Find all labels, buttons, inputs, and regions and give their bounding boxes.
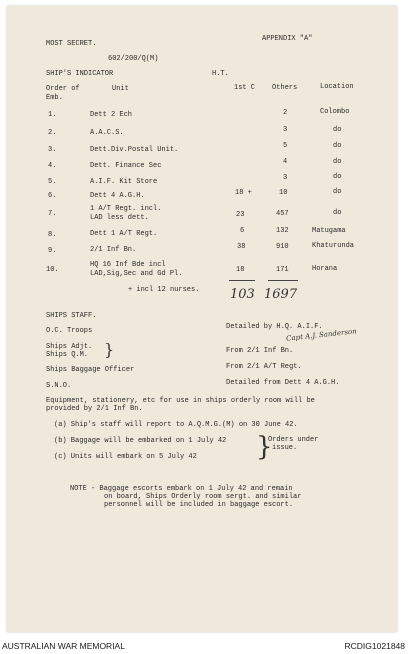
row-others: 910: [276, 243, 289, 251]
row-others: 2: [283, 109, 288, 117]
col-first-class: 1st C: [234, 84, 256, 92]
sno-label: S.N.O.: [46, 382, 72, 390]
row-number: 6.: [48, 192, 57, 200]
ht-label: H.T.: [212, 70, 229, 78]
sno-value: Detailed from Dett 4 A.G.H.: [226, 379, 340, 387]
row-number: 8.: [48, 231, 57, 239]
item-c: (c) Units will embark on 5 July 42: [54, 453, 197, 461]
note-line-3: personnel will be included in baggage escort.: [104, 501, 294, 509]
baggage-officer-label: Ships Baggage Officer: [46, 366, 135, 374]
row-first-class: 23: [236, 211, 245, 219]
row-others: 3: [283, 174, 288, 182]
reference-number: 602/200/Q(M): [108, 55, 159, 63]
row-number: 9.: [48, 247, 57, 255]
note-line-1: NOTE - Baggage escorts embark on 1 July 42 and remain: [70, 485, 293, 493]
row-unit: 1 A/T Regt. incl.: [90, 205, 162, 213]
row-location: do: [333, 126, 342, 134]
ships-adjt-value: From 2/1 Inf Bn.: [226, 347, 294, 355]
row-first-class: 18: [236, 266, 245, 274]
row-unit: HQ 16 Inf Bde incl: [90, 261, 166, 269]
orders-under-issue-2: issue.: [272, 444, 298, 452]
oc-troops-value: Detailed by H.Q. A.I.F.: [226, 323, 323, 331]
row-others: 4: [283, 158, 288, 166]
row-location: do: [333, 173, 342, 181]
row-number: 2.: [48, 129, 57, 137]
indicator-title: SHIP'S INDICATOR: [46, 70, 114, 78]
handwritten-total-others: 1697: [264, 287, 298, 302]
row-unit: Dett 4 A.G.H.: [90, 192, 145, 200]
equipment-line-1: Equipment, stationery, etc for use in ships orderly room will be: [46, 397, 315, 405]
staff-title: SHIPS STAFF.: [46, 312, 97, 320]
appendix-label: APPENDIX "A": [262, 35, 313, 43]
item-b: (b) Baggage will be embarked on 1 July 42: [54, 437, 227, 445]
row-others: 10: [279, 189, 288, 197]
row-location: Colombo: [320, 108, 350, 116]
row-others: 3: [283, 126, 288, 134]
row-others: 5: [283, 142, 288, 150]
handwritten-officer-name: Capt A.J. Sanderson: [285, 327, 358, 343]
footer-record-id: RCDIG1021848: [344, 641, 405, 651]
adjt-brace: }: [104, 340, 115, 359]
ships-adjt-label: Ships Adjt.: [46, 343, 93, 351]
row-first-class: 6: [240, 227, 245, 235]
row-others: 457: [276, 210, 289, 218]
handwritten-total-first-class: 103: [230, 287, 255, 302]
footer-source: AUSTRALIAN WAR MEMORIAL: [2, 641, 125, 651]
row-location: do: [333, 142, 342, 150]
col-others: Others: [272, 84, 298, 92]
nurses-note: + incl 12 nurses.: [128, 286, 200, 294]
col-location: Location: [320, 83, 354, 91]
col-unit: Unit: [112, 85, 129, 93]
row-location: Horana: [312, 265, 338, 273]
row-others: 171: [276, 266, 289, 274]
row-number: 4.: [48, 162, 57, 170]
row-unit: Dett.Div.Postal Unit.: [90, 146, 179, 154]
row-others: 132: [276, 227, 289, 235]
row-number: 3.: [48, 146, 57, 154]
row-unit: Dett 2 Ech: [90, 111, 133, 119]
row-location: do: [333, 209, 342, 217]
row-unit-line2: LAD less dett.: [90, 214, 149, 222]
archive-footer: [0, 639, 408, 654]
row-location: Matugama: [312, 227, 346, 235]
row-unit: 2/1 Inf Bn.: [90, 246, 137, 254]
row-first-class: 38: [237, 243, 246, 251]
orders-under-issue-1: Orders under: [268, 436, 319, 444]
col-order-emb: Emb.: [46, 94, 63, 102]
classification: MOST SECRET.: [46, 40, 97, 48]
item-a: (a) Ship's staff will report to A.Q.M.G.(M) on 30 June 42.: [54, 421, 298, 429]
row-unit: Dett. Finance Sec: [90, 162, 162, 170]
total-rule-first-class: [229, 280, 255, 281]
orders-brace: }: [256, 432, 273, 462]
ships-qm-label: Ships Q.M.: [46, 351, 89, 359]
row-unit-line2: LAD,Sig,Sec and Gd Pl.: [90, 270, 183, 278]
equipment-line-2: provided by 2/1 Inf Bn.: [46, 405, 143, 413]
row-first-class: 18 +: [235, 189, 252, 197]
row-unit: A.I.F. Kit Store: [90, 178, 158, 186]
total-rule-others: [268, 280, 298, 281]
row-location: do: [333, 188, 342, 196]
row-number: 7.: [48, 210, 57, 218]
row-number: 5.: [48, 178, 57, 186]
row-unit: Dett 1 A/T Regt.: [90, 230, 158, 238]
row-location: Khaturunda: [312, 242, 355, 250]
row-number: 10.: [46, 266, 59, 274]
row-location: do: [333, 158, 342, 166]
note-line-2: on board, Ships Orderly room sergt. and similar: [104, 493, 302, 501]
col-order: Order of: [46, 85, 80, 93]
baggage-officer-value: From 2/1 A/T Regt.: [226, 363, 302, 371]
row-number: 1.: [48, 111, 57, 119]
row-unit: A.A.C.S.: [90, 129, 124, 137]
oc-troops-label: O.C. Troops: [46, 327, 93, 335]
